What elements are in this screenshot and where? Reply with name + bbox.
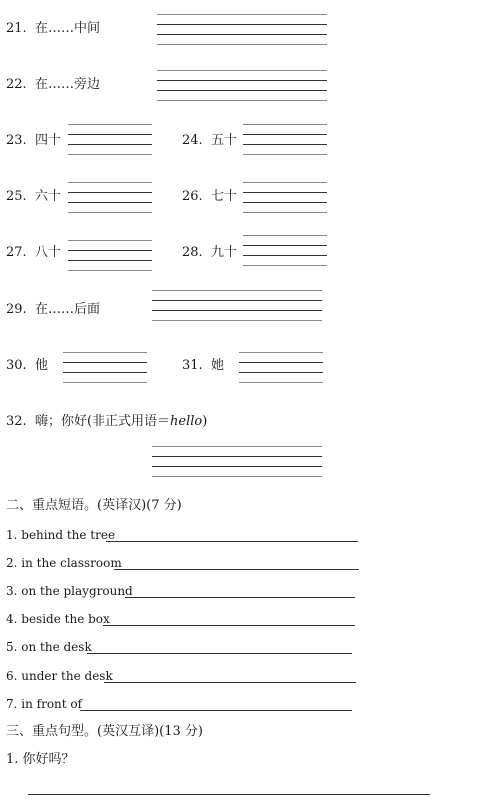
- q27-label: [6, 245, 61, 261]
- q31-number: 31.: [182, 358, 203, 373]
- q32-italic-word: hello: [170, 414, 203, 429]
- q29-number: 29.: [6, 302, 27, 317]
- q30-number: 30.: [6, 358, 27, 373]
- q29-text: 在……后面: [34, 302, 100, 317]
- q28-text: 九十: [210, 245, 237, 260]
- sentence-1: 1. 你好吗？: [6, 752, 75, 767]
- phrase-7-blank[interactable]: [80, 710, 352, 711]
- q31-writing-lines[interactable]: [239, 352, 323, 384]
- q23-number: 23.: [6, 133, 27, 148]
- q29-label: [6, 302, 100, 318]
- q32-number: 32.: [6, 414, 27, 429]
- phrase-6-blank[interactable]: [104, 682, 356, 683]
- q23-writing-lines[interactable]: [68, 124, 152, 156]
- phrase-2-blank[interactable]: [114, 569, 359, 570]
- phrase-1-blank[interactable]: [106, 541, 358, 542]
- q32-label: [6, 414, 207, 430]
- q21-number: 21.: [6, 21, 27, 36]
- q26-label: [182, 189, 237, 205]
- q28-label: [182, 245, 237, 261]
- q22-writing-lines[interactable]: [157, 70, 327, 102]
- q31-label: [182, 358, 224, 374]
- q21-text: 在……中间: [34, 21, 100, 36]
- phrase-5: 5. on the desk: [6, 640, 92, 654]
- q23-text: 四十: [34, 133, 61, 148]
- q24-writing-lines[interactable]: [243, 124, 327, 156]
- q21-writing-lines[interactable]: [157, 14, 327, 46]
- q25-label: [6, 189, 61, 205]
- phrase-3-blank[interactable]: [125, 597, 355, 598]
- q23-label: [6, 133, 61, 149]
- phrase-4: 4. beside the box: [6, 612, 110, 626]
- phrase-3: 3. on the playground: [6, 584, 133, 598]
- q22-label: [6, 77, 100, 93]
- phrase-7: 7. in front of: [6, 697, 83, 711]
- q30-writing-lines[interactable]: [63, 352, 147, 384]
- phrase-1: 1. behind the tree: [6, 528, 116, 542]
- q25-number: 25.: [6, 189, 27, 204]
- phrase-4-blank[interactable]: [103, 625, 355, 626]
- q21-label: [6, 21, 100, 37]
- q30-text: 他: [34, 358, 48, 373]
- q26-writing-lines[interactable]: [243, 182, 327, 214]
- q32-text-end: ): [202, 414, 208, 429]
- section2-heading: 二、重点短语。(英译汉)(7 分): [6, 498, 182, 513]
- q29-writing-lines[interactable]: [152, 290, 322, 322]
- q28-number: 28.: [182, 245, 203, 260]
- q32-text: 嗨；你好(非正式用语＝: [34, 414, 171, 429]
- q28-writing-lines[interactable]: [243, 235, 327, 267]
- q26-number: 26.: [182, 189, 203, 204]
- q25-text: 六十: [34, 189, 61, 204]
- sentence-1-blank[interactable]: [28, 794, 430, 795]
- q30-label: [6, 358, 48, 374]
- q27-writing-lines[interactable]: [68, 240, 152, 272]
- q31-text: 她: [210, 358, 224, 373]
- q26-text: 七十: [210, 189, 237, 204]
- q27-number: 27.: [6, 245, 27, 260]
- phrase-6: 6. under the desk: [6, 669, 113, 683]
- q27-text: 八十: [34, 245, 61, 260]
- q24-number: 24.: [182, 133, 203, 148]
- q25-writing-lines[interactable]: [68, 182, 152, 214]
- section3-heading: 三、重点句型。(英汉互译)(13 分): [6, 724, 203, 739]
- phrase-2: 2. in the classroom: [6, 556, 122, 570]
- q22-text: 在……旁边: [34, 77, 100, 92]
- phrase-5-blank[interactable]: [87, 653, 352, 654]
- q24-label: [182, 133, 237, 149]
- q24-text: 五十: [210, 133, 237, 148]
- q32-writing-lines[interactable]: [152, 446, 322, 478]
- q22-number: 22.: [6, 77, 27, 92]
